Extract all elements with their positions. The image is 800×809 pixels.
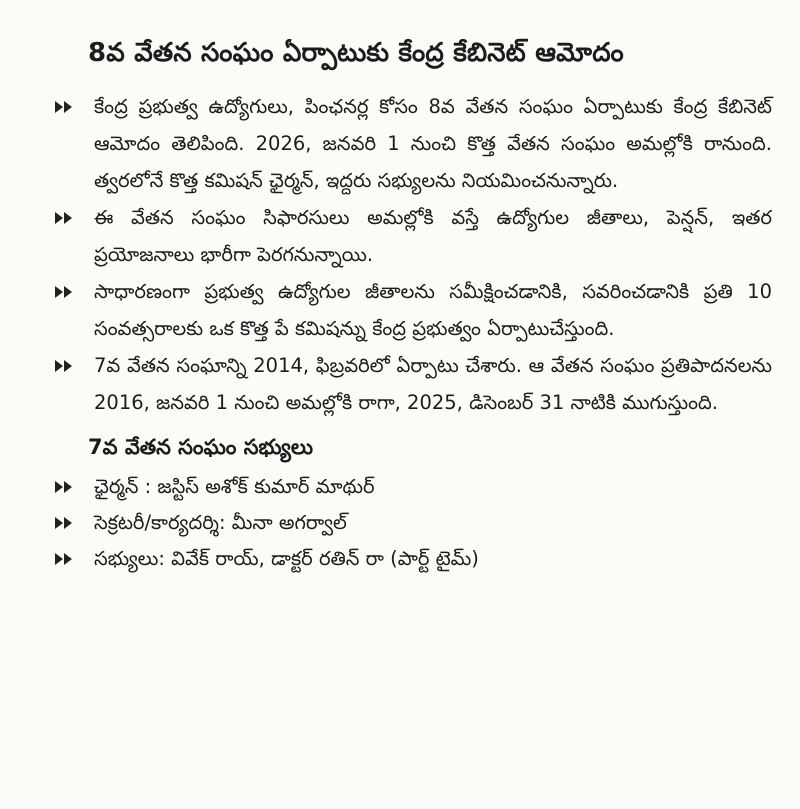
article-title: 8వ వేతన సంఘం ఏర్పాటుకు కేంద్ర కేబినెట్ ఆమోదం xyxy=(88,38,624,68)
key-point-text: ఈ వేతన సంఘం సిఫారసులు అమల్లోకి వస్తే ఉద్యోగుల జీతాలు, పెన్షన్, ఇతర ప్రయోజనాలు భారీగా పెరగనున్నాయి. xyxy=(94,206,772,266)
key-point-2 xyxy=(94,199,772,273)
key-points-list xyxy=(94,88,772,421)
double-triangle-right-icon xyxy=(52,541,76,577)
member-item-chairman xyxy=(94,469,772,505)
double-triangle-right-icon xyxy=(52,505,76,541)
member-item-secretary xyxy=(94,505,772,541)
members-heading: 7వ వేతన సంఘం సభ్యులు xyxy=(88,435,314,459)
double-triangle-right-icon xyxy=(52,347,76,384)
key-point-3 xyxy=(94,273,772,347)
members-list xyxy=(94,469,772,577)
key-point-text: కేంద్ర ప్రభుత్వ ఉద్యోగులు, పింఛనర్ల కోసం 8వ వేతన సంఘం ఏర్పాటుకు కేంద్ర కేబినెట్ ఆమోదం తెలిపింది. 2026, జనవరి 1 నుంచి కొత్త వేతన సంఘం అమల్లోకి రానుంది. త్వరలోనే కొత్త కమిషన్ ఛైర్మన్, ఇద్దరు సభ్యులను నియమించనున్నారు. xyxy=(94,95,772,192)
double-triangle-right-icon xyxy=(52,88,76,125)
member-text: సభ్యులు: వివేక్ రాయ్, డాక్టర్ రతిన్ రా (పార్ట్ టైమ్) xyxy=(94,547,479,570)
key-point-1 xyxy=(94,88,772,199)
member-item-members xyxy=(94,541,772,577)
double-triangle-right-icon xyxy=(52,273,76,310)
member-text: ఛైర్మన్ : జస్టిస్ అశోక్ కుమార్ మాథుర్ xyxy=(94,475,375,498)
double-triangle-right-icon xyxy=(52,469,76,505)
key-point-4 xyxy=(94,347,772,421)
key-point-text: 7వ వేతన సంఘాన్ని 2014, ఫిబ్రవరిలో ఏర్పాటు చేశారు. ఆ వేతన సంఘం ప్రతిపాదనలను 2016, జనవరి 1 నుంచి అమల్లోకి రాగా, 2025, డిసెంబర్ 31 నాటికి ముగుస్తుంది. xyxy=(94,354,772,414)
member-text: సెక్రటరీ/కార్యదర్శి: మీనా అగర్వాల్ xyxy=(94,511,347,534)
key-point-text: సాధారణంగా ప్రభుత్వ ఉద్యోగుల జీతాలను సమీక్షించడానికి, సవరించడానికి ప్రతి 10 సంవత్సరాలకు ఒక కొత్త పే కమిషన్ను కేంద్ర ప్రభుత్వం ఏర్పాటుచేస్తుంది. xyxy=(94,280,772,340)
double-triangle-right-icon xyxy=(52,199,76,236)
